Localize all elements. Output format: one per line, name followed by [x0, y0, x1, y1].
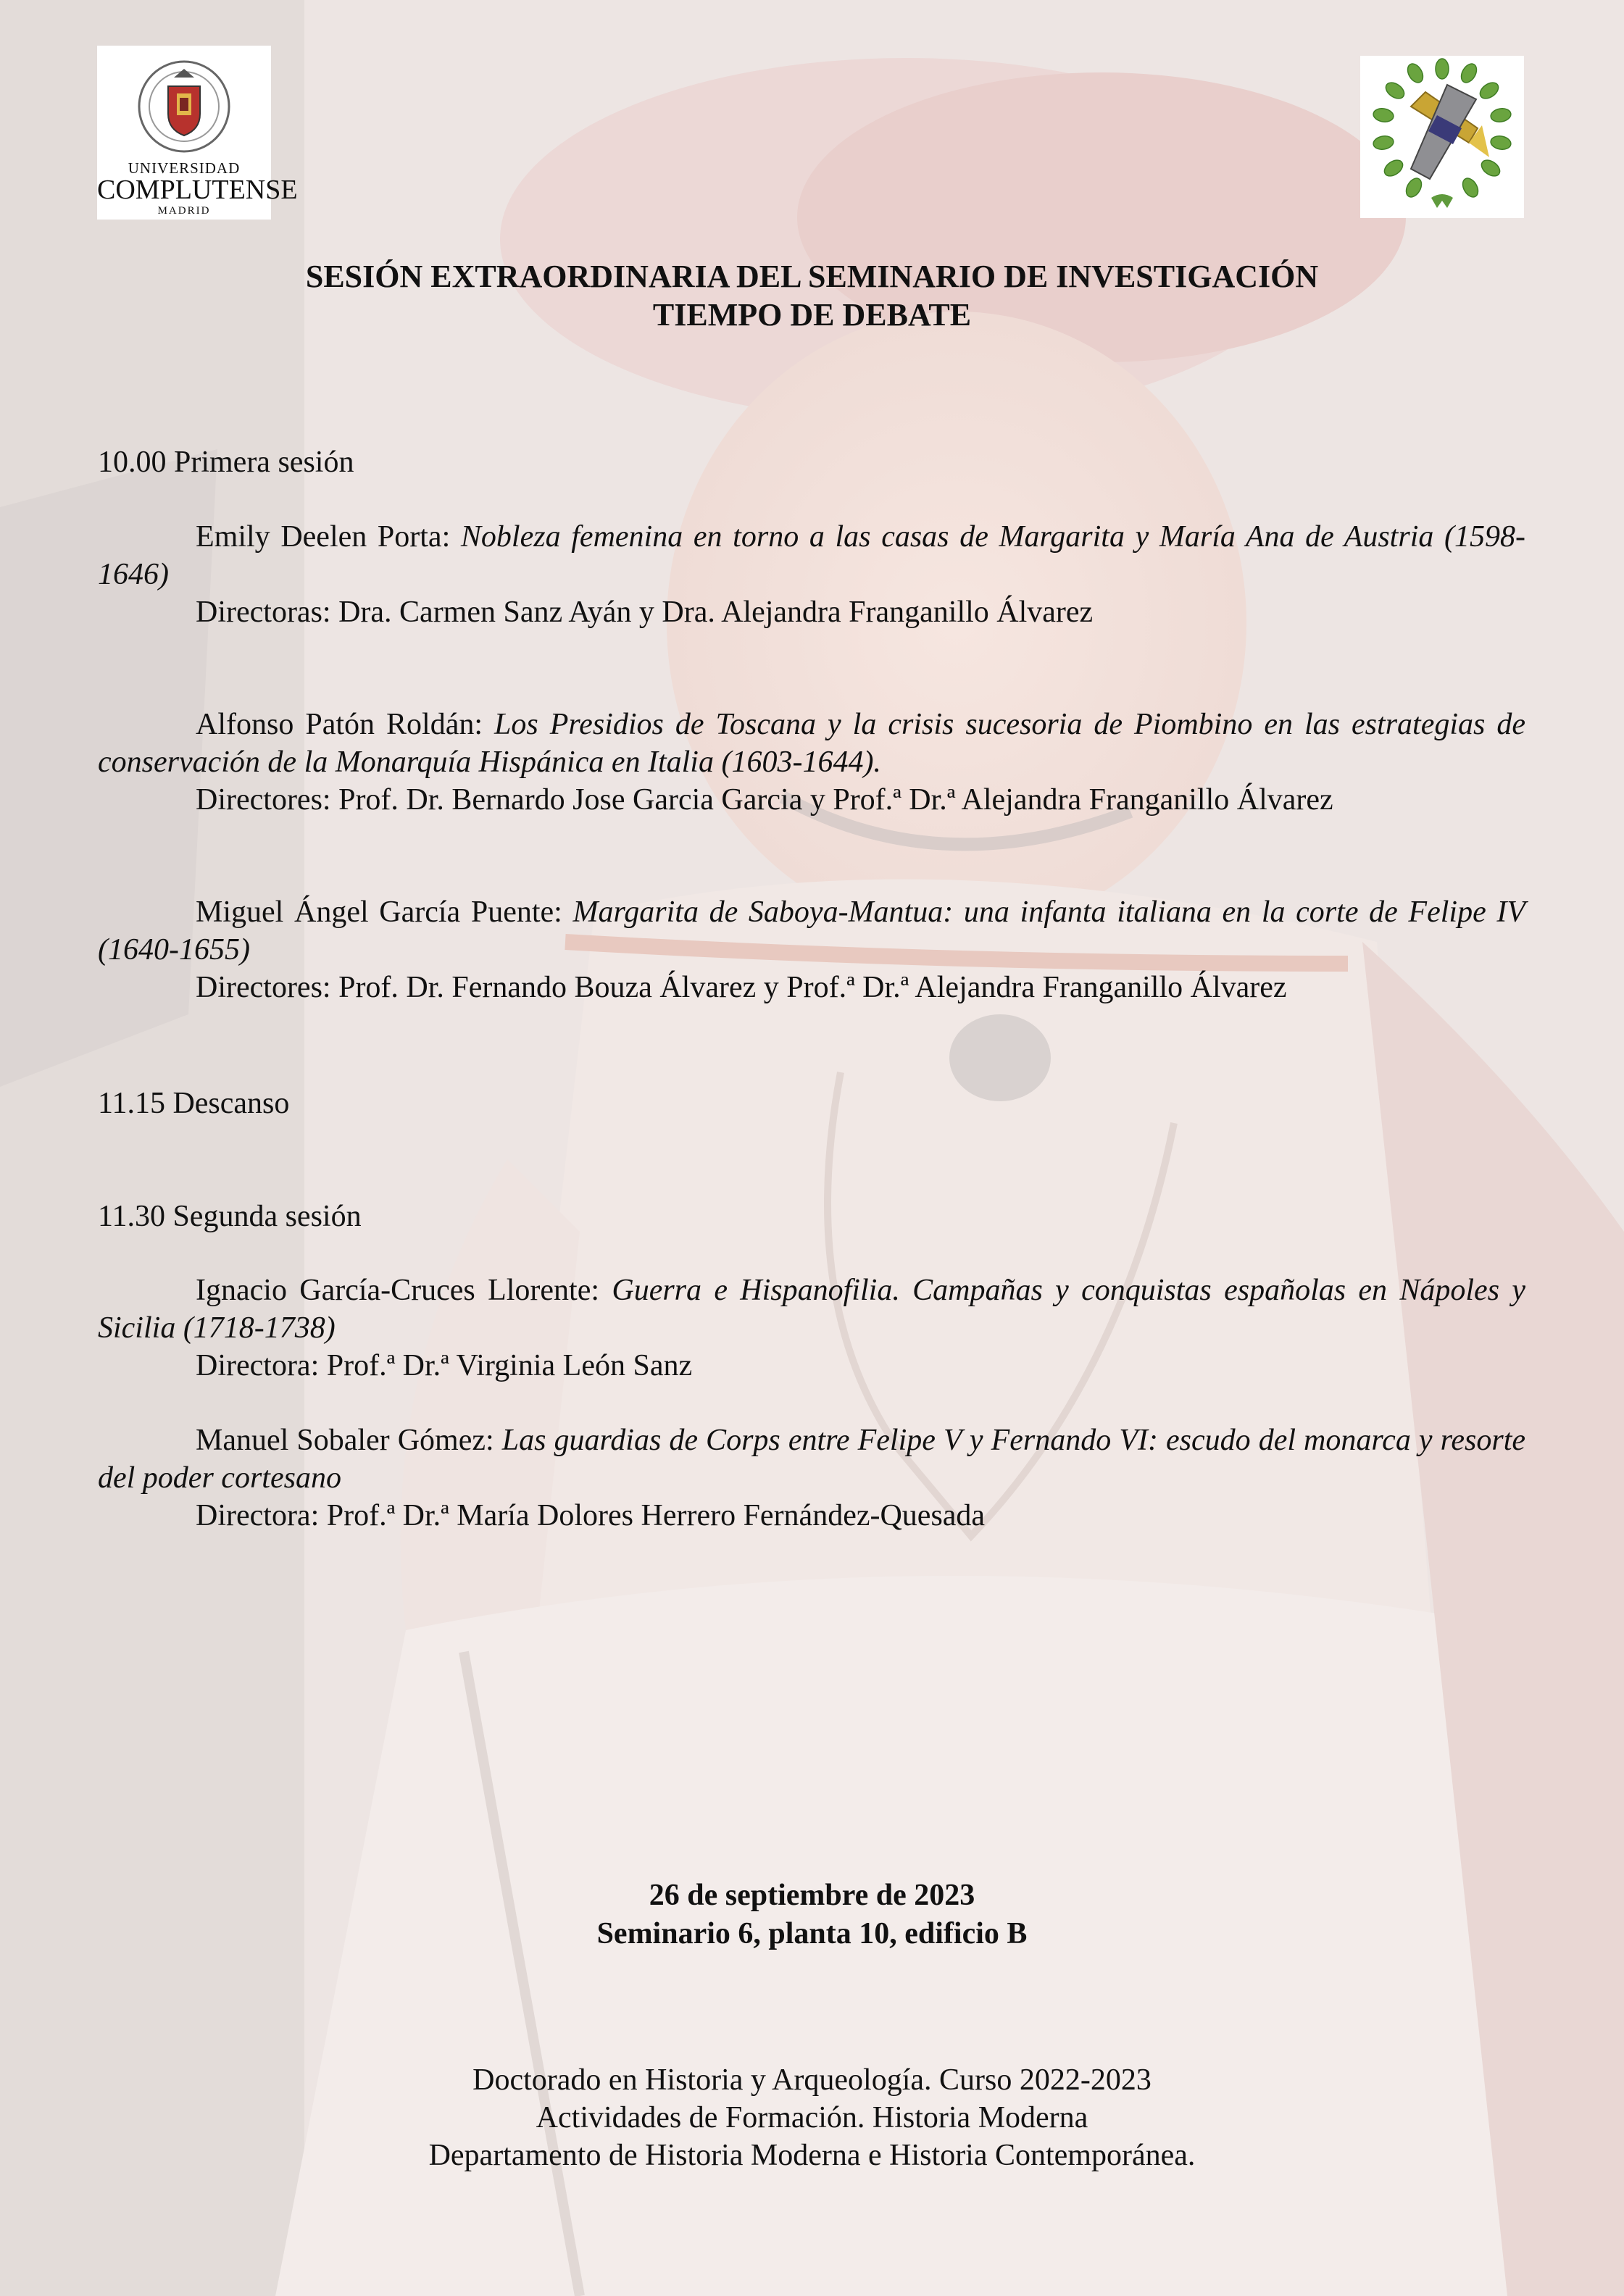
university-logo	[97, 46, 298, 220]
laurel-wreath-icon	[1360, 56, 1524, 218]
logo-text-line1: UNIVERSIDAD	[128, 159, 241, 177]
entry-title-line	[98, 1422, 1525, 1497]
entry-work: Los Presidios de Toscana y la crisis sucesoria de Piombino en las estrategias de conservación de la Monarquía Hispánica en Italia (1603-1644).	[98, 708, 1525, 779]
entry-work: Las guardias de Corps entre Felipe V y Fernando VI: escudo del monarca y resorte del poder cortesano	[98, 1424, 1526, 1495]
footer-line3: Departamento de Historia Moderna e Historia Contemporánea.	[428, 2139, 1196, 2172]
logo-text-line2: COMPLUTENSE	[97, 175, 298, 205]
event-place: Seminario 6, planta 10, edificio B	[596, 1917, 1028, 1950]
university-crest-icon	[133, 56, 235, 157]
page-title	[0, 257, 1624, 334]
entry-author: Miguel Ángel García Puente:	[196, 896, 562, 929]
entry-work: Nobleza femenina en torno a las casas de Margarita y María Ana de Austria (1598-1646)	[98, 520, 1526, 591]
entry-work: Margarita de Saboya-Mantua: una infanta italiana en la corte de Felipe IV (1640-1655)	[98, 896, 1526, 967]
entry-title-line	[98, 893, 1525, 969]
entry-title-line	[98, 1272, 1525, 1347]
entry-directors: Directores: Prof. Dr. Fernando Bouza Álvarez y Prof.ª Dr.ª Alejandra Franganillo Álvarez	[196, 971, 1287, 1004]
title-line1: SESIÓN EXTRAORDINARIA DEL SEMINARIO DE INVESTIGACIÓN	[305, 259, 1319, 294]
footer	[0, 2061, 1624, 2174]
entry-directors: Directores: Prof. Dr. Bernardo Jose Garcia Garcia y Prof.ª Dr.ª Alejandra Franganillo Álvarez	[196, 783, 1333, 817]
entry-title-line	[98, 706, 1525, 781]
footer-line1: Doctorado en Historia y Arqueología. Curso 2022-2023	[472, 2063, 1152, 2097]
entry-directors: Directoras: Dra. Carmen Sanz Ayán y Dra. Alejandra Franganillo Álvarez	[196, 596, 1094, 629]
title-line2: TIEMPO DE DEBATE	[652, 297, 972, 333]
entry-title-line	[98, 518, 1525, 593]
program-entry	[98, 1272, 1525, 1385]
session-first-heading: 10.00 Primera sesión	[98, 446, 354, 479]
event-date: 26 de septiembre de 2023	[649, 1879, 975, 1912]
session-second-heading: 11.30 Segunda sesión	[98, 1200, 362, 1233]
department-logo	[1360, 56, 1524, 218]
program-entry	[98, 706, 1525, 819]
logo-text-line3: MADRID	[157, 205, 211, 217]
program-entry	[98, 518, 1525, 631]
entry-directors: Directora: Prof.ª Dr.ª Virginia León Sanz	[196, 1349, 693, 1382]
footer-line2: Actividades de Formación. Historia Moderna	[536, 2101, 1088, 2134]
program-entry	[98, 893, 1525, 1006]
session-break-heading: 11.15 Descanso	[98, 1087, 290, 1120]
entry-directors: Directora: Prof.ª Dr.ª María Dolores Herrero Fernández-Quesada	[196, 1499, 986, 1532]
entry-author: Ignacio García-Cruces Llorente:	[196, 1274, 600, 1307]
event-details	[0, 1877, 1624, 1953]
entry-author: Manuel Sobaler Gómez:	[196, 1424, 494, 1457]
entry-work: Guerra e Hispanofilia. Campañas y conquistas españolas en Nápoles y Sicilia (1718-1738)	[98, 1274, 1525, 1345]
entry-author: Emily Deelen Porta:	[196, 520, 451, 554]
entry-author: Alfonso Patón Roldán:	[196, 708, 483, 741]
program-entry	[98, 1422, 1525, 1535]
